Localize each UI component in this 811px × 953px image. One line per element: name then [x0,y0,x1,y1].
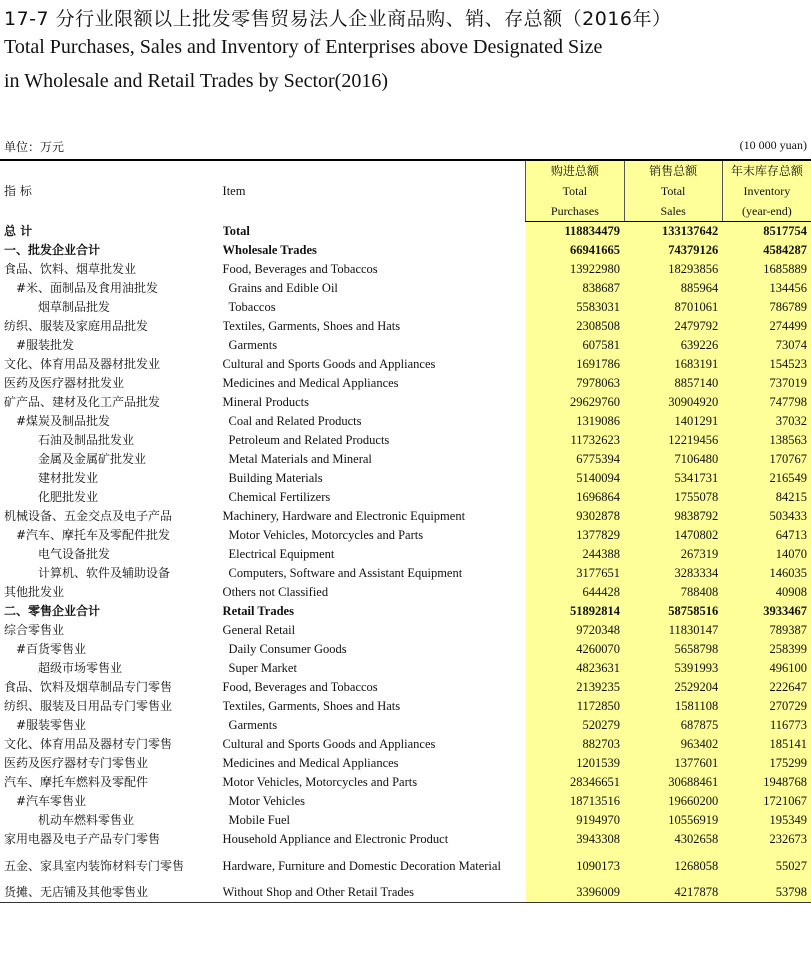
cell-purchases: 1201539 [526,754,624,773]
cell-purchases: 1172850 [526,697,624,716]
cell-inventory: 8517754 [722,222,811,242]
cell-purchases: 66941665 [526,241,624,260]
cell-purchases: 5583031 [526,298,624,317]
table-row [0,545,811,564]
cell-sales: 74379126 [624,241,722,260]
cell-inventory: 40908 [722,583,811,602]
table-row [0,469,811,488]
unit-label-cn: 单位：万元 [4,140,65,154]
cell-sales: 8857140 [624,374,722,393]
row-label-cn: 医药及医疗器材批发业 [4,376,125,390]
table-row [0,431,811,450]
row-label-en: Food, Beverages and Tobaccos [222,680,378,694]
table-row [0,583,811,602]
row-label-cn: 计算机、软件及辅助设备 [38,566,171,580]
cell-inventory: 84215 [722,488,811,507]
table-row [0,507,811,526]
table-row [0,393,811,412]
row-label-cn: 医药及医疗器材专门零售业 [4,756,149,770]
cell-purchases: 11732623 [526,431,624,450]
unit-label-en: (10 000 yuan) [739,138,807,152]
cell-purchases: 1090173 [526,849,624,883]
row-label-cn: 烟草制品批发 [38,300,111,314]
row-label-en: Textiles, Garments, Shoes and Hats [222,319,401,333]
cell-inventory: 37032 [722,412,811,431]
header-purchases-en2: Purchases [526,201,624,222]
table-row [0,678,811,697]
row-label-cn: 超级市场零售业 [38,661,123,675]
table-row [0,659,811,678]
cell-purchases: 9194970 [526,811,624,830]
cell-inventory: 789387 [722,621,811,640]
cell-inventory: 270729 [722,697,811,716]
cell-purchases: 4260070 [526,640,624,659]
row-label-cn: 二、零售企业合计 [4,604,101,618]
cell-sales: 4217878 [624,883,722,903]
row-label-en: Tobaccos [228,300,276,314]
cell-sales: 885964 [624,279,722,298]
cell-sales: 5341731 [624,469,722,488]
row-label-en: Total [222,223,250,238]
cell-sales: 639226 [624,336,722,355]
table-row [0,488,811,507]
cell-sales: 30688461 [624,773,722,792]
cell-sales: 687875 [624,716,722,735]
cell-sales: 1755078 [624,488,722,507]
cell-sales: 1581108 [624,697,722,716]
row-label-en: Coal and Related Products [228,414,362,428]
table-row [0,754,811,773]
row-label-en: Household Appliance and Electronic Product [222,832,449,846]
row-label-en: Cultural and Sports Goods and Appliances [222,357,436,371]
cell-inventory: 53798 [722,883,811,903]
row-label-cn: #煤炭及制品批发 [16,414,111,428]
table-row [0,849,811,883]
table-header [0,160,811,222]
cell-inventory: 14070 [722,545,811,564]
cell-purchases: 18713516 [526,792,624,811]
row-label-cn: 文化、体育用品及器材批发业 [4,357,161,371]
row-label-cn: 其他批发业 [4,585,65,599]
cell-purchases: 520279 [526,716,624,735]
cell-purchases: 2308508 [526,317,624,336]
cell-inventory: 134456 [722,279,811,298]
header-item-en: Item [223,160,526,222]
cell-inventory: 175299 [722,754,811,773]
row-label-cn: #服装批发 [16,338,75,352]
row-label-en: Daily Consumer Goods [228,642,347,656]
header-indicator-cn: 指 标 [0,160,223,222]
table-row [0,412,811,431]
cell-purchases: 882703 [526,735,624,754]
cell-sales: 1470802 [624,526,722,545]
cell-inventory: 747798 [722,393,811,412]
table-row [0,735,811,754]
table-row [0,640,811,659]
row-label-en: Chemical Fertilizers [228,490,331,504]
table-body [0,222,811,903]
row-label-en: Mobile Fuel [228,813,291,827]
table-row [0,697,811,716]
row-label-cn: 建材批发业 [38,471,99,485]
header-sales-cn: 销售总额 [624,160,722,181]
row-label-cn: #汽车零售业 [16,794,87,808]
cell-inventory: 222647 [722,678,811,697]
row-label-en: Metal Materials and Mineral [228,452,372,466]
cell-sales: 58758516 [624,602,722,621]
table-row [0,241,811,260]
row-label-en: Hardware, Furniture and Domestic Decoration Material [222,858,501,873]
cell-sales: 1268058 [624,849,722,883]
row-label-en: Wholesale Trades [222,243,317,257]
table-row [0,526,811,545]
cell-purchases: 644428 [526,583,624,602]
row-label-en: Others not Classified [222,585,329,599]
cell-inventory: 232673 [722,830,811,849]
cell-sales: 788408 [624,583,722,602]
cell-purchases: 9720348 [526,621,624,640]
cell-inventory: 154523 [722,355,811,374]
cell-inventory: 1948768 [722,773,811,792]
table-row [0,374,811,393]
cell-inventory: 138563 [722,431,811,450]
row-label-en: Retail Trades [222,604,294,618]
cell-sales: 1401291 [624,412,722,431]
row-label-cn: 货摊、无店铺及其他零售业 [0,883,223,903]
row-label-cn: 家用电器及电子产品专门零售 [4,832,161,846]
cell-purchases: 29629760 [526,393,624,412]
row-label-en: Petroleum and Related Products [228,433,390,447]
cell-purchases: 51892814 [526,602,624,621]
cell-inventory: 737019 [722,374,811,393]
row-label-cn: 机动车燃料零售业 [38,813,135,827]
cell-purchases: 13922980 [526,260,624,279]
row-label-en: Motor Vehicles, Motorcycles and Parts [222,775,418,789]
row-label-en: Medicines and Medical Appliances [222,756,399,770]
header-inventory-cn: 年末库存总额 [722,160,811,181]
cell-purchases: 1377829 [526,526,624,545]
row-label-cn: 汽车、摩托车燃料及零配件 [4,775,149,789]
cell-sales: 10556919 [624,811,722,830]
table-row [0,355,811,374]
table-row [0,830,811,849]
header-inventory-en2: (year-end) [722,201,811,222]
row-label-en: Garments [228,338,278,352]
row-label-cn: 金属及金属矿批发业 [38,452,147,466]
cell-purchases: 2139235 [526,678,624,697]
row-label-cn: #汽车、摩托车及零配件批发 [16,528,171,542]
cell-sales: 133137642 [624,222,722,242]
cell-purchases: 9302878 [526,507,624,526]
cell-inventory: 146035 [722,564,811,583]
cell-inventory: 185141 [722,735,811,754]
row-label-cn: 纺织、服装及家庭用品批发 [4,319,149,333]
cell-inventory: 258399 [722,640,811,659]
header-sales-en2: Sales [624,201,722,222]
table-title-en-line2: in Wholesale and Retail Trades by Sector(2016) [4,70,389,92]
cell-inventory: 55027 [722,849,811,883]
row-label-cn: #米、面制品及食用油批发 [16,281,159,295]
row-label-cn: 食品、饮料、烟草批发业 [4,262,137,276]
row-label-en: Mineral Products [222,395,309,409]
cell-sales: 9838792 [624,507,722,526]
row-label-en: Motor Vehicles [228,794,306,808]
cell-sales: 5391993 [624,659,722,678]
table-row [0,773,811,792]
cell-inventory: 496100 [722,659,811,678]
cell-inventory: 195349 [722,811,811,830]
table-row [0,222,811,242]
cell-inventory: 4584287 [722,241,811,260]
cell-purchases: 1696864 [526,488,624,507]
row-label-cn: 五金、家具室内装饰材料专门零售 [4,858,185,873]
table-title-en-line1: Total Purchases, Sales and Inventory of Enterprises above Designated Size [4,36,603,58]
cell-purchases: 4823631 [526,659,624,678]
row-label-cn: 化肥批发业 [38,490,99,504]
header-inventory-en1: Inventory [722,181,811,201]
cell-purchases: 5140094 [526,469,624,488]
row-label-en: Textiles, Garments, Shoes and Hats [222,699,401,713]
header-sales-en1: Total [624,181,722,201]
cell-purchases: 28346651 [526,773,624,792]
header-purchases-en1: Total [526,181,624,201]
cell-inventory: 64713 [722,526,811,545]
table-row [0,260,811,279]
cell-sales: 19660200 [624,792,722,811]
row-label-cn: #百货零售业 [16,642,87,656]
row-label-en: Motor Vehicles, Motorcycles and Parts [228,528,424,542]
row-label-en: Garments [228,718,278,732]
row-label-cn: 文化、体育用品及器材专门零售 [4,737,173,751]
table-row [0,602,811,621]
row-label-cn: 石油及制品批发业 [38,433,135,447]
cell-purchases: 244388 [526,545,624,564]
table-row [0,811,811,830]
cell-sales: 11830147 [624,621,722,640]
row-label-en: Machinery, Hardware and Electronic Equipment [222,509,466,523]
row-label-cn: 纺织、服装及日用品专门零售业 [4,699,173,713]
cell-purchases: 607581 [526,336,624,355]
row-label-en: Super Market [228,661,297,675]
cell-sales: 5658798 [624,640,722,659]
table-row [0,621,811,640]
data-table [0,159,811,903]
cell-purchases: 838687 [526,279,624,298]
cell-sales: 267319 [624,545,722,564]
cell-sales: 18293856 [624,260,722,279]
cell-inventory: 216549 [722,469,811,488]
cell-sales: 1377601 [624,754,722,773]
header-purchases-cn: 购进总额 [526,160,624,181]
row-label-cn: #服装零售业 [16,718,87,732]
cell-sales: 1683191 [624,355,722,374]
cell-purchases: 3396009 [526,883,624,903]
table-row [0,792,811,811]
row-label-en: Computers, Software and Assistant Equipment [228,566,463,580]
cell-inventory: 73074 [722,336,811,355]
cell-purchases: 3177651 [526,564,624,583]
cell-inventory: 786789 [722,298,811,317]
cell-purchases: 118834479 [526,222,624,242]
row-label-en: Electrical Equipment [228,547,335,561]
table-row [0,298,811,317]
cell-sales: 7106480 [624,450,722,469]
cell-inventory: 170767 [722,450,811,469]
cell-inventory: 1685889 [722,260,811,279]
row-label-cn: 电气设备批发 [38,547,111,561]
cell-inventory: 3933467 [722,602,811,621]
row-label-en: Building Materials [228,471,323,485]
row-label-en: Medicines and Medical Appliances [222,376,399,390]
row-label-en: Cultural and Sports Goods and Appliances [222,737,436,751]
cell-sales: 2479792 [624,317,722,336]
row-label-en: Without Shop and Other Retail Trades [223,883,526,903]
row-label-cn: 矿产品、建材及化工产品批发 [4,395,161,409]
row-label-en: Food, Beverages and Tobaccos [222,262,378,276]
row-label-en: Grains and Edible Oil [228,281,338,295]
row-label-cn: 机械设备、五金交点及电子产品 [4,509,173,523]
table-row [0,450,811,469]
cell-sales: 2529204 [624,678,722,697]
row-label-cn: 综合零售业 [4,623,65,637]
row-label-cn: 食品、饮料及烟草制品专门零售 [4,680,173,694]
cell-sales: 4302658 [624,830,722,849]
cell-sales: 12219456 [624,431,722,450]
table-row [0,564,811,583]
cell-inventory: 274499 [722,317,811,336]
cell-inventory: 503433 [722,507,811,526]
cell-purchases: 3943308 [526,830,624,849]
table-row [0,279,811,298]
cell-purchases: 1319086 [526,412,624,431]
cell-purchases: 1691786 [526,355,624,374]
cell-purchases: 7978063 [526,374,624,393]
table-title-cn: 17-7 分行业限额以上批发零售贸易法人企业商品购、销、存总额（2016年） [4,8,672,30]
row-label-cn: 总 计 [4,223,33,238]
table-row [0,883,811,903]
cell-sales: 3283334 [624,564,722,583]
cell-sales: 8701061 [624,298,722,317]
cell-sales: 30904920 [624,393,722,412]
row-label-cn: 一、批发企业合计 [4,243,101,257]
cell-sales: 963402 [624,735,722,754]
cell-inventory: 1721067 [722,792,811,811]
row-label-en: General Retail [222,623,296,637]
cell-inventory: 116773 [722,716,811,735]
cell-purchases: 6775394 [526,450,624,469]
table-row [0,336,811,355]
table-row [0,716,811,735]
table-row [0,317,811,336]
